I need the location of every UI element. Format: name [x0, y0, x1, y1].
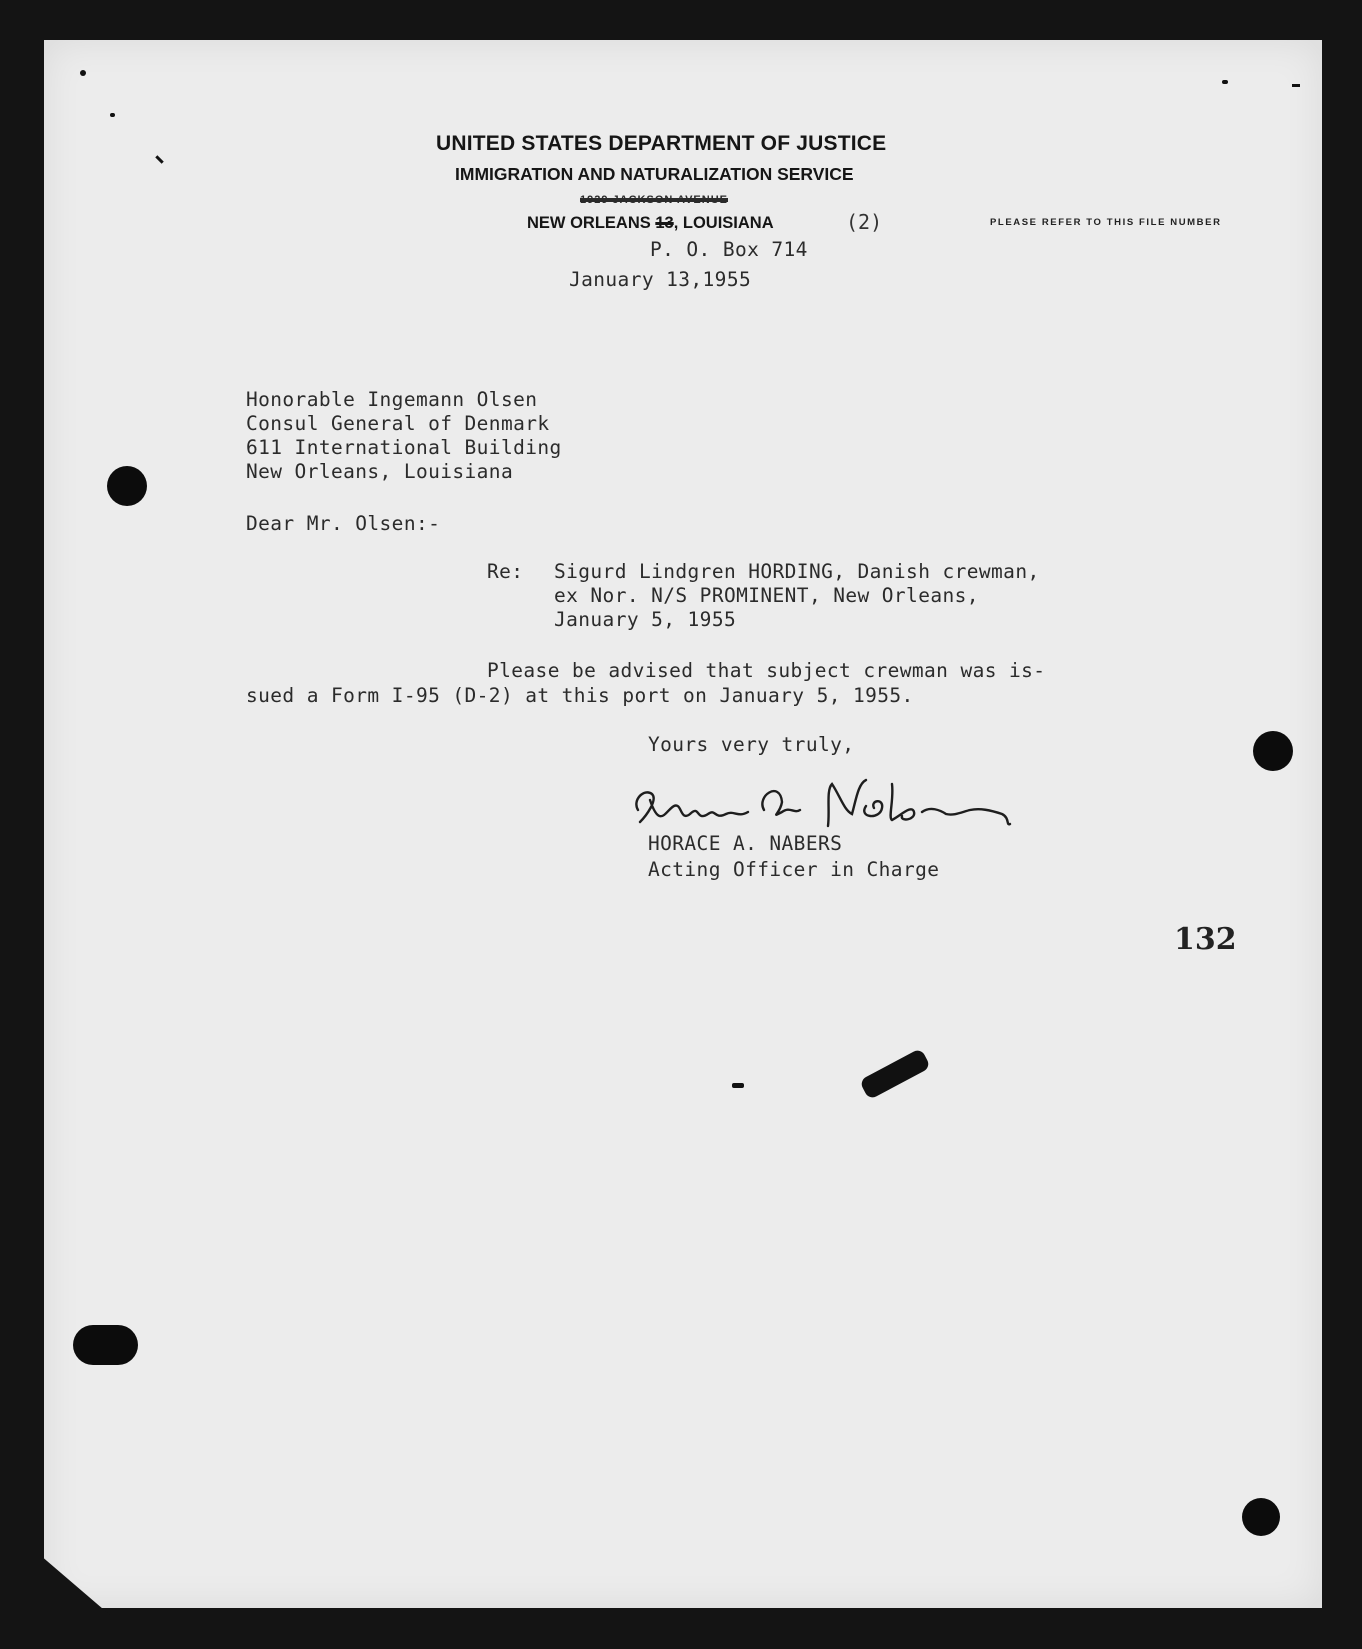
recipient-line: Consul General of Denmark — [246, 412, 550, 435]
recipient-line: 611 International Building — [246, 436, 562, 459]
ink-dot — [1222, 80, 1228, 84]
re-label: Re: — [487, 560, 524, 583]
re-line: Sigurd Lindgren HORDING, Danish crewman, — [554, 560, 1040, 583]
city-state-line — [527, 214, 774, 233]
punch-hole — [107, 466, 147, 506]
city-name: NEW ORLEANS — [527, 214, 651, 232]
letter-date: January 13,1955 — [569, 268, 752, 291]
recipient-line: New Orleans, Louisiana — [246, 460, 514, 483]
ink-dot — [1292, 84, 1300, 87]
handwritten-zone: (2) — [846, 210, 883, 234]
agency-title: UNITED STATES DEPARTMENT OF JUSTICE — [436, 132, 887, 155]
ink-dot — [110, 113, 115, 117]
file-number-note: PLEASE REFER TO THIS FILE NUMBER — [990, 217, 1222, 228]
ink-dot — [732, 1083, 744, 1088]
state-name: , LOUISIANA — [673, 214, 774, 232]
page-number: 132 — [1174, 922, 1237, 957]
signer-name: HORACE A. NABERS — [648, 832, 843, 855]
body-line: sued a Form I-95 (D-2) at this port on January 5, 1955. — [246, 684, 914, 707]
recipient-line: Honorable Ingemann Olsen — [246, 388, 538, 411]
po-box: P. O. Box 714 — [650, 238, 808, 261]
punch-hole — [1253, 731, 1293, 771]
re-line: ex Nor. N/S PROMINENT, New Orleans, — [554, 584, 979, 607]
closing: Yours very truly, — [648, 733, 855, 756]
salutation: Dear Mr. Olsen:- — [246, 512, 441, 535]
re-line: January 5, 1955 — [554, 608, 737, 631]
struck-zone: 13 — [655, 214, 674, 232]
signer-title: Acting Officer in Charge — [648, 858, 940, 881]
struck-street-address: 1929 JACKSON AVENUE — [580, 194, 728, 206]
punch-hole — [73, 1325, 138, 1365]
ink-dot — [80, 70, 86, 76]
punch-hole — [1242, 1498, 1280, 1536]
body-line: Please be advised that subject crewman was is- — [487, 659, 1046, 682]
service-subtitle: IMMIGRATION AND NATURALIZATION SERVICE — [455, 164, 854, 184]
